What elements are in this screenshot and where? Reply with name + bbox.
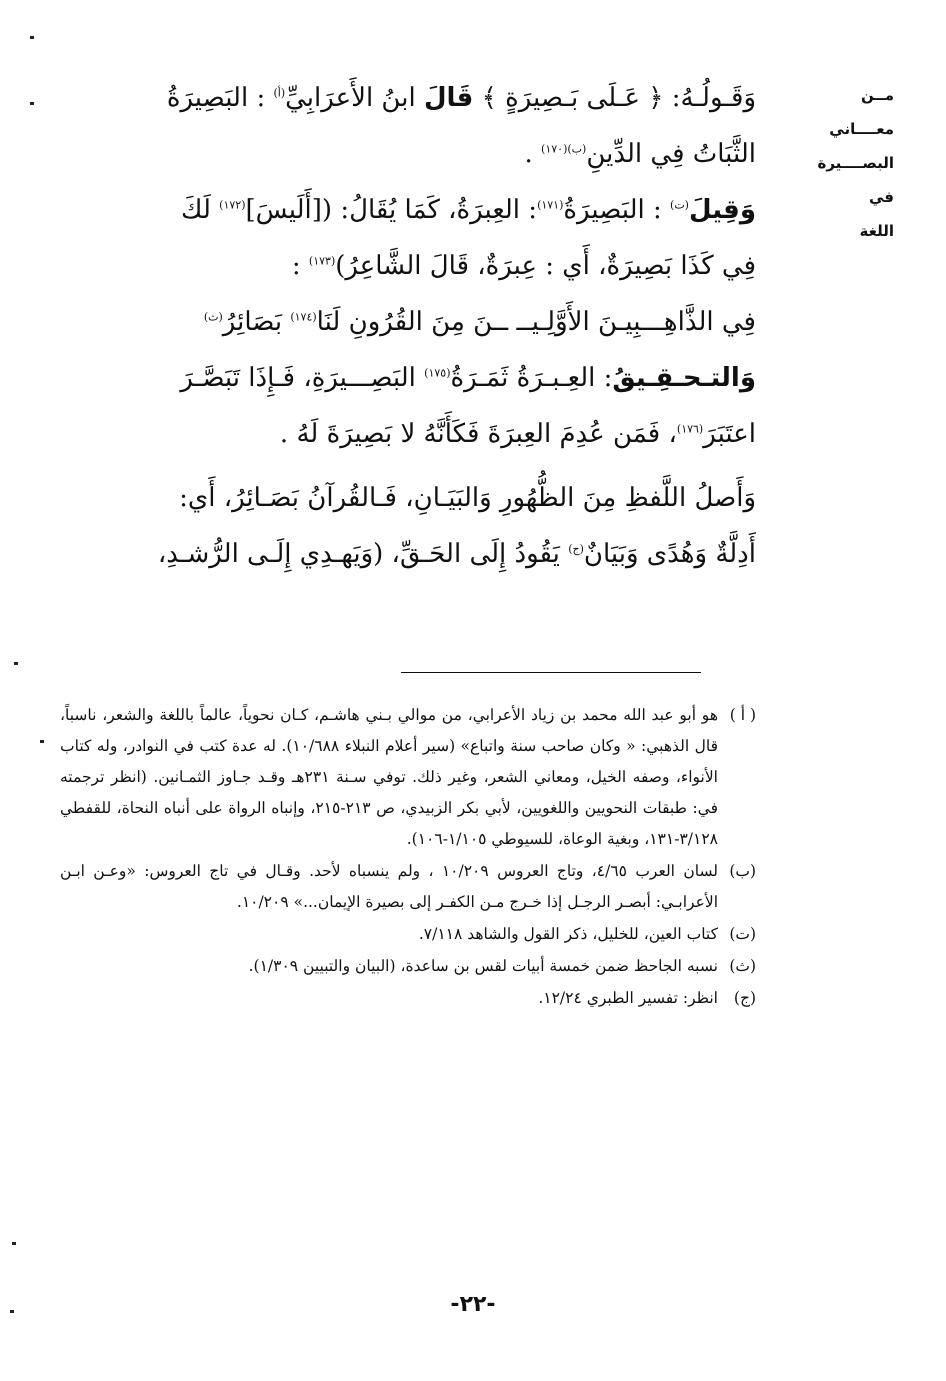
text-line: فِي كَذَا بَصِيرَةٌ، أَي : عِبرَةٌ، قَالَ الشَّاعِرُ)$^{(١٧٣)}$ : [291,251,756,281]
footnote-ref: (أ) [273,86,286,100]
footnote-text: انظر: تفسير الطبري ١٢/٢٤. [538,989,718,1007]
verse-first-hemistich: فِي الذَّاهِـــبِيـنَ الأَوَّلِـيــ [516,307,756,337]
footnote-mark: (ب) [729,862,756,880]
footnotes [60,700,756,1015]
scan-mark [30,36,34,39]
footnote-text: نسبه الجاحظ ضمن خمسة أبيات لقس بن ساعدة، (البيان والتبيين ١/٣٠٩). [248,957,718,975]
text-line: أَدِلَّةٌ وَهُدًى وَبَيَانٌ$^{(ج)}$ يَقُودُ إِلَى الحَـقِّ، (وَيَهـدِي إِلَـى الرُّشـدِ، [157,539,756,569]
text-line: الثَّبَاتُ فِي الدِّينِ$^{(ب)(١٧٠)}$ . [524,139,756,169]
side-heading-line: البصــــيرة في [817,154,894,206]
text-line: وَقَـولُـهُ: ﴿ عَـلَى بَـصِيرَةٍ ﴾ قَالَ ابنُ الأَعرَابِيِّ$^{(أ)}$ : البَصِيرَةُ [166,83,756,113]
side-heading-line: مــن معــــاني [829,86,894,138]
footnote-divider [401,672,701,673]
footnote-ref: (ب)(١٧٠) [541,142,587,156]
side-heading [794,78,894,248]
footnote [60,951,756,982]
scan-mark [10,1310,14,1313]
page-number: -٢٢- [450,1292,496,1317]
footnote-ref: (ث) [203,310,223,324]
footnote [60,700,756,855]
footnote-ref: (١٧٤) [290,310,317,324]
footnote-text: هو أبو عبد الله محمد بن زياد الأعرابي، من موالي بـني هاشـم، كـان نحوياً، عالماً باللغة والشعر، ناسباً، قال الذهبي: « وكان صاحب سنة واتباع» (سير أعلام النبلاء ١٠/٦٨٨). له عدة كتب في النوادر، وله كتاب الأنواء، وصفه الخيل، ومعاني الشعر، وغير ذلك. توفي سـنة ٢٣١هـ وقـد جـاوز الثمـانين. (انظر ترجمته في: طبقات النحويين واللغويين، لأبي بكر الزبيدي، ص ٢١٣-٢١٥، وإنباه الرواة على أنباه النحاة، للقفطي ٣/١٢٨-١٣١، وبغية الوعاة، للسيوطي ١/١٠٥-١٠٦). [60,706,719,848]
footnote-ref: (١٧٥) [424,366,451,380]
main-text [60,70,756,582]
text-line: وَالتـحـقِـيقُ: العِـبـرَةُ ثَمَـرَةُ$^{(١٧٥)}$ البَصِـــيرَةِ، فَـإِذَا تَبَصَّـرَ [180,363,756,393]
side-heading-line: اللغة [859,222,894,240]
scan-mark [30,102,34,105]
footnote-text: كتاب العين، للخليل، ذكر القول والشاهد ٧/١١٨. [418,925,718,943]
text-line: وَقِيلَ$^{(ت)}$ : البَصِيرَةُ$^{(١٧١)}$: العِبرَةُ، كَمَا يُقَالُ: ([أَلَيسَ]$^{(١٧٢)}$ لَكَ [181,195,756,225]
footnote-ref: (١٧١) [537,198,564,212]
footnote-ref: (١٧٣) [308,254,336,268]
footnote-mark: (ت) [729,925,756,943]
footnote [60,856,756,918]
scan-mark [14,662,18,665]
footnote-mark: (ج) [733,989,756,1007]
verse-second-hemistich: ــنَ مِنَ القُرُونِ لَنَا$^{(١٧٤)}$ بَصَائِرُ$^{(ث)}$ [203,307,509,337]
footnote-ref: (ت) [670,198,689,212]
footnote [60,919,756,950]
footnote-mark: ( أ ) [729,706,756,724]
footnote-ref: (١٧٦) [676,422,704,436]
footnote-mark: (ث) [729,957,756,975]
footnote-ref: (١٧٢) [219,198,246,212]
scan-mark [12,1242,16,1245]
footnote [60,983,756,1014]
text-line: اعتَبَرَ$^{(١٧٦)}$، فَمَن عُدِمَ العِبرَةَ فَكَأَنَّهُ لا بَصِيرَةَ لَهُ . [279,419,756,449]
poetry-verse [60,294,756,350]
text-line: وَأَصلُ اللَّفظِ مِنَ الظُّهُورِ وَالبَيَـانِ، فَـالقُرآنُ بَصَـائِرُ، أَي: [179,483,756,513]
footnote-ref: (ج) [568,542,584,556]
scan-mark [40,740,44,743]
footnote-text: لسان العرب ٤/٦٥، وتاج العروس ١٠/٢٠٩ ، ولم ينسباه لأحد. وقـال في تاج العروس: «وعـن ابـن الأعرابـي: أبصـر الرجـل إذا خـرج مـن الكفـر إلى بصيرة الإيمان...» ١٠/٢٠٩. [60,862,718,911]
